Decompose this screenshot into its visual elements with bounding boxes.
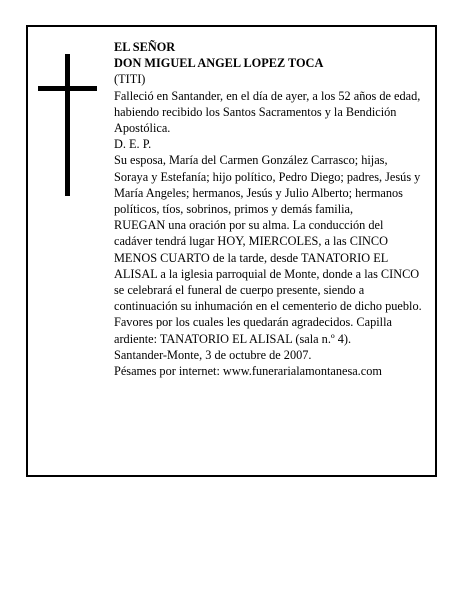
- obituary-text: [114, 39, 424, 379]
- place-date: Santander-Monte, 3 de octubre de 2007.: [114, 347, 312, 362]
- death-paragraph: Falleció en Santander, en el día de ayer, a los 52 años de edad, habiendo recibido los Santos Sacramentos y la Bendición Apostólica.: [114, 88, 421, 136]
- cross-icon-bar: [38, 86, 97, 91]
- rip-line: D. E. P.: [114, 137, 152, 152]
- family-paragraph: Su esposa, María del Carmen González Carrasco; hijas, Soraya y Estefanía; hijo político, Pedro Diego; padres, Jesús y María Angeles; hermanos, Jesús y Julio Alberto; hermanos políticos, tíos, sobrinos, primos y demás familia,: [114, 153, 421, 217]
- cross-icon: [65, 54, 70, 196]
- deceased-name: DON MIGUEL ANGEL LOPEZ TOCA: [114, 56, 324, 71]
- request-paragraph: RUEGAN una oración por su alma. La conducción del cadáver tendrá lugar HOY, MIERCOLES, a las CINCO MENOS CUARTO de la tarde, desde TANATORIO EL ALISAL a la iglesia parroquial de Monte, donde a las CINCO se celebrará el funeral de cuerpo presente, siendo a continuación su inhumación en el cementerio de dicho pueblo. Favores por los cuales les quedarán agradecidos. Capilla ardiente: TANATORIO EL ALISAL (sala n.º 4).: [114, 218, 422, 346]
- title-line: EL SEÑOR: [114, 40, 176, 54]
- nickname: (TITI): [114, 72, 146, 87]
- condolences-line: Pésames por internet: www.funerarialamontanesa.com: [114, 364, 382, 379]
